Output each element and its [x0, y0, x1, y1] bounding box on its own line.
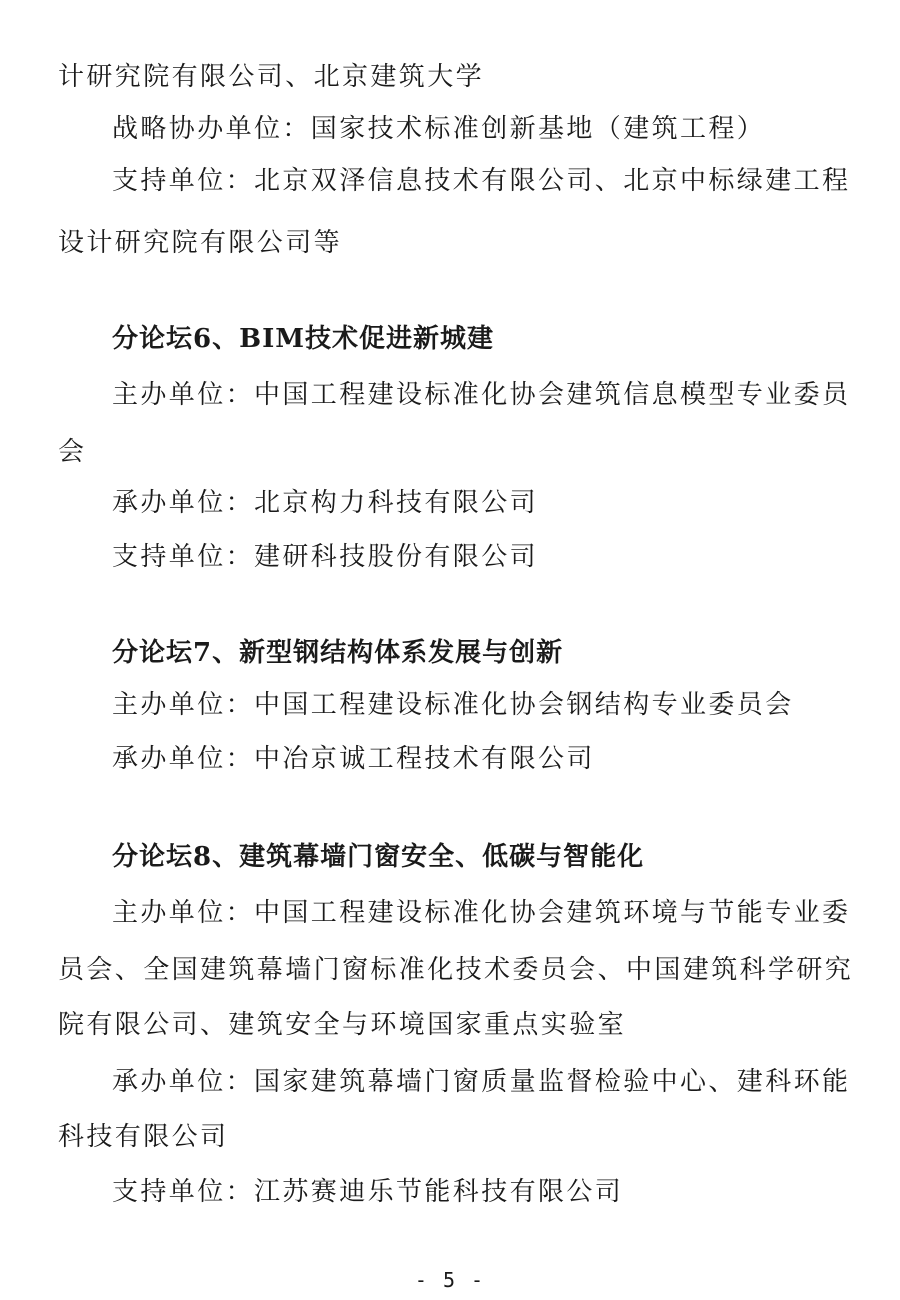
text-line: 主办单位：中国工程建设标准化协会建筑环境与节能专业委: [112, 898, 851, 928]
forum-8-title: 分论坛8、建筑幕墙门窗安全、低碳与智能化: [112, 842, 645, 872]
text-line: 会: [58, 437, 87, 467]
text-line: 主办单位：中国工程建设标准化协会建筑信息模型专业委员: [112, 380, 851, 410]
forum-7-title: 分论坛7、新型钢结构体系发展与创新: [112, 638, 564, 668]
text-line: 承办单位：北京构力科技有限公司: [112, 488, 539, 518]
text-line: 院有限公司、建筑安全与环境国家重点实验室: [58, 1010, 627, 1040]
text-line: 承办单位：国家建筑幕墙门窗质量监督检验中心、建科环能: [112, 1067, 851, 1097]
text-line: 支持单位：建研科技股份有限公司: [112, 542, 539, 572]
text-line: 计研究院有限公司、北京建筑大学: [58, 62, 485, 92]
text-line: 支持单位：北京双泽信息技术有限公司、北京中标绿建工程: [112, 166, 851, 196]
forum-6-title: 分论坛6、BIM技术促进新城建: [112, 324, 495, 354]
text-line: 支持单位：江苏赛迪乐节能科技有限公司: [112, 1177, 624, 1207]
text-line: 战略协办单位：国家技术标准创新基地（建筑工程）: [112, 114, 766, 144]
text-line: 设计研究院有限公司等: [58, 228, 343, 258]
text-line: 科技有限公司: [58, 1122, 229, 1152]
text-line: 承办单位：中冶京诚工程技术有限公司: [112, 744, 595, 774]
text-line: 员会、全国建筑幕墙门窗标准化技术委员会、中国建筑科学研究: [58, 955, 854, 985]
page-number: - 5 -: [414, 1268, 486, 1292]
text-line: 主办单位：中国工程建设标准化协会钢结构专业委员会: [112, 690, 794, 720]
